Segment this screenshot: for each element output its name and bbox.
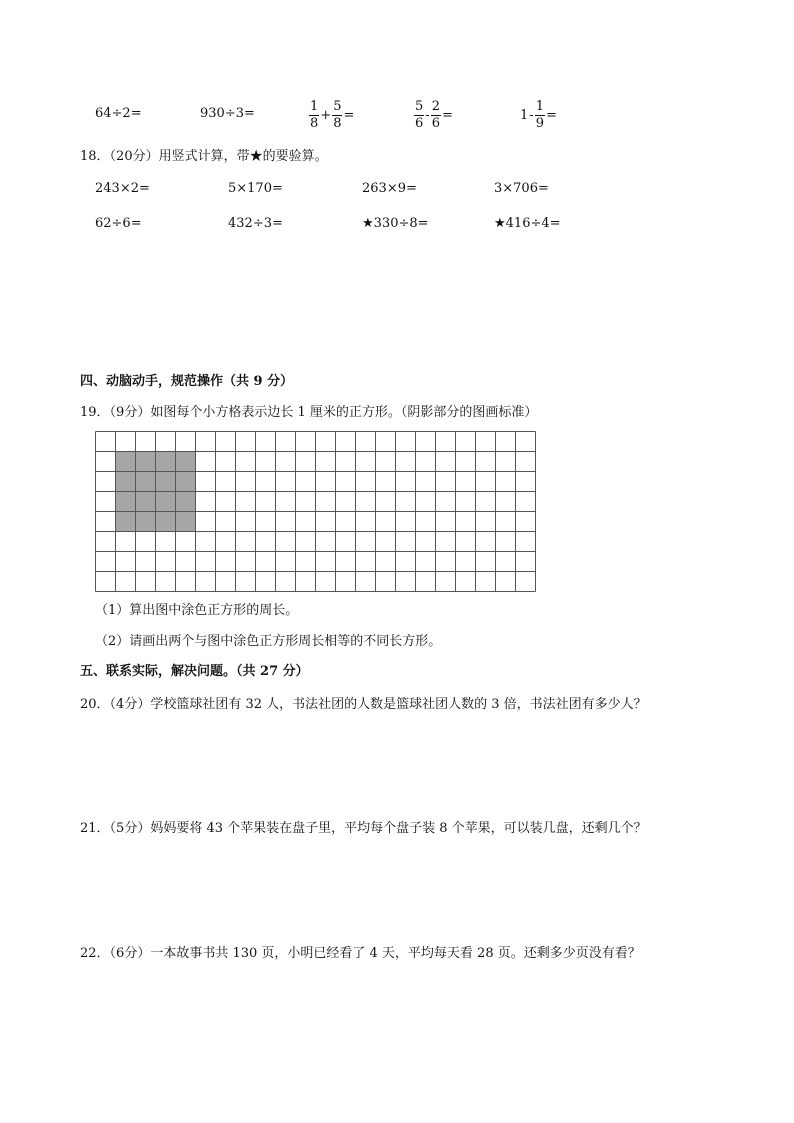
section-4-heading: 四、动脑动手，规范操作（共 9 分） bbox=[80, 374, 294, 389]
fraction-five-sixths bbox=[414, 100, 424, 131]
square-grid bbox=[95, 431, 536, 592]
operator: + bbox=[320, 108, 332, 123]
numerator: 5 bbox=[415, 99, 424, 114]
fraction-five-eighths bbox=[332, 100, 342, 131]
vertical-calc-item: 243×2= bbox=[95, 181, 150, 196]
vertical-calc-item: 432÷3= bbox=[228, 216, 283, 231]
question-22: 22．（6分）一本故事书共 130 页，小明已经看了 4 天，平均每天看 28 页。还剩多少页没有看？ bbox=[80, 946, 641, 961]
numerator: 1 bbox=[535, 99, 544, 114]
denominator: 9 bbox=[535, 116, 544, 131]
numerator: 2 bbox=[431, 99, 440, 114]
question-19-part-1: （1）算出图中涂色正方形的周长。 bbox=[95, 603, 299, 618]
question-20: 20．（4分）学校篮球社团有 32 人，书法社团的人数是篮球社团人数的 3 倍，书法社团有多少人？ bbox=[80, 697, 647, 712]
denominator: 6 bbox=[431, 116, 440, 131]
question-18-title: 18．（20分）用竖式计算，带★的要验算。 bbox=[80, 149, 328, 164]
vertical-calc-item: 3×706= bbox=[494, 181, 549, 196]
numerator: 5 bbox=[333, 99, 342, 114]
fraction-expression-1 bbox=[309, 100, 355, 131]
fraction-expression-3 bbox=[520, 100, 558, 131]
calc-item-930-div-3: 930÷3= bbox=[200, 106, 255, 121]
fraction-one-ninth bbox=[535, 100, 545, 131]
operator: - bbox=[425, 108, 430, 123]
vertical-calc-item: 62÷6= bbox=[95, 216, 142, 231]
calc-item-64-div-2: 64÷2= bbox=[95, 106, 142, 121]
denominator: 8 bbox=[310, 116, 319, 131]
equals-sign: = bbox=[441, 108, 453, 123]
vertical-calc-item: 5×170= bbox=[228, 181, 283, 196]
section-5-heading: 五、联系实际，解决问题。（共 27 分） bbox=[80, 664, 309, 679]
denominator: 8 bbox=[333, 116, 342, 131]
equals-sign: = bbox=[343, 108, 355, 123]
fraction-two-sixths bbox=[431, 100, 441, 131]
question-19-part-2: （2）请画出两个与图中涂色正方形周长相等的不同长方形。 bbox=[95, 634, 442, 649]
vertical-calc-item-starred: ★416÷4= bbox=[494, 216, 561, 231]
vertical-calc-item: 263×9= bbox=[362, 181, 417, 196]
equals-sign: = bbox=[545, 108, 557, 123]
numerator: 1 bbox=[310, 99, 319, 114]
operator: - bbox=[529, 108, 534, 123]
vertical-calc-item-starred: ★330÷8= bbox=[362, 216, 429, 231]
question-21: 21．（5分）妈妈要将 43 个苹果装在盘子里，平均每个盘子装 8 个苹果，可以装几盘，还剩几个？ bbox=[80, 821, 647, 836]
denominator: 6 bbox=[415, 116, 424, 131]
fraction-one-eighth bbox=[309, 100, 319, 131]
fraction-expression-2 bbox=[414, 100, 454, 131]
whole-number: 1 bbox=[520, 108, 529, 123]
question-19-title: 19．（9分）如图每个小方格表示边长 1 厘米的正方形。（阴影部分的图画标准） bbox=[80, 405, 538, 420]
